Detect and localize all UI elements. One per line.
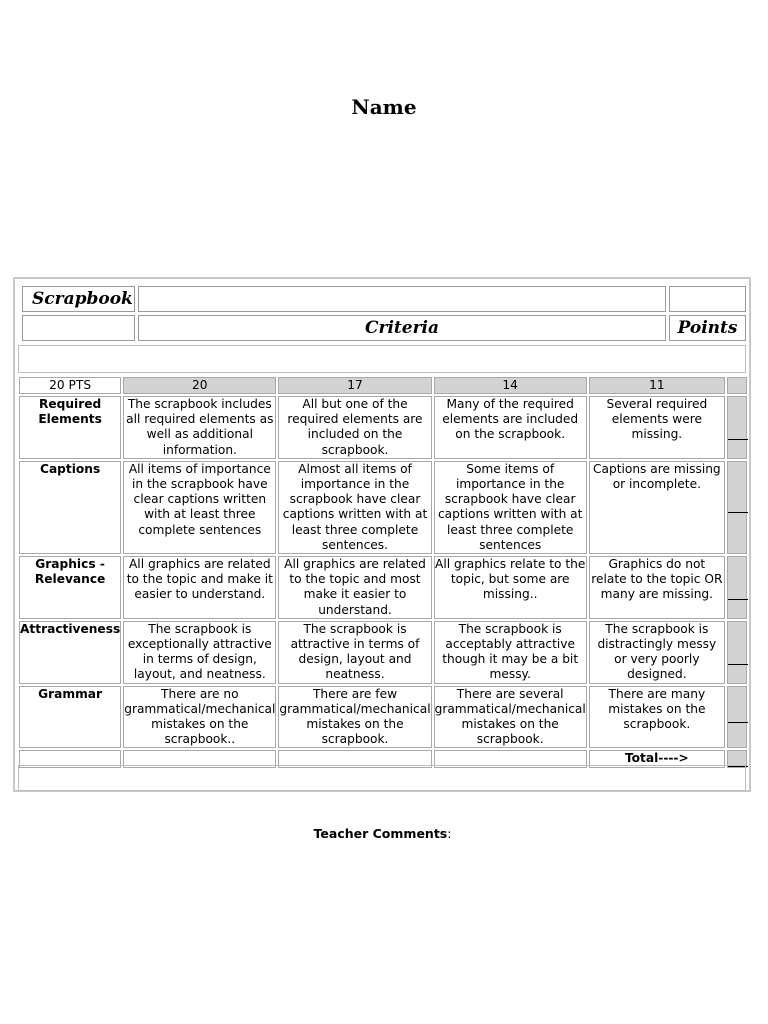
- points-cell: [669, 315, 746, 341]
- rubric-cell: There are few grammatical/mechanical mistakes on the scrapbook.: [278, 686, 431, 749]
- criterion-label: Attractiveness: [19, 621, 121, 684]
- points-input-cell[interactable]: [727, 396, 747, 459]
- points-line: [728, 722, 748, 723]
- column-header-score: 11: [589, 377, 725, 394]
- spacer-row: [18, 345, 746, 373]
- rubric-cell: There are several grammatical/mechanical mistakes on the scrapbook.: [434, 686, 587, 749]
- rubric-cell: All graphics relate to the topic, but some are missing..: [434, 556, 587, 619]
- header-empty-cell: [22, 315, 135, 341]
- rubric-cell: The scrapbook is distractingly messy or very poorly designed.: [589, 621, 725, 684]
- column-header-score: 20: [123, 377, 276, 394]
- rubric-cell: There are no grammatical/mechanical mistakes on the scrapbook..: [123, 686, 276, 749]
- table-row: [19, 556, 747, 619]
- score-header-row: [19, 377, 747, 394]
- rubric-cell: The scrapbook is acceptably attractive though it may be a bit messy.: [434, 621, 587, 684]
- criterion-label: Graphics - Relevance: [19, 556, 121, 619]
- points-input-cell[interactable]: [727, 556, 747, 619]
- teacher-comments: [0, 826, 765, 841]
- bottom-spacer-row: [18, 765, 746, 791]
- points-line: [728, 512, 748, 513]
- rubric-cell: All graphics are related to the topic and most make it easier to understand.: [278, 556, 431, 619]
- header-blank-cell-right: [669, 286, 746, 312]
- rubric-cell: Many of the required elements are included on the scrapbook.: [434, 396, 587, 459]
- table-row: [19, 621, 747, 684]
- table-row: [19, 461, 747, 554]
- rubric-cell: Captions are missing or incomplete.: [589, 461, 725, 554]
- rubric-table: [17, 375, 749, 770]
- header-blank-cell: [138, 286, 666, 312]
- column-header-score: 17: [278, 377, 431, 394]
- rubric-cell: All but one of the required elements are included on the scrapbook.: [278, 396, 431, 459]
- points-input-cell[interactable]: [727, 461, 747, 554]
- rubric-cell: Some items of importance in the scrapbook have clear captions written with at least three complete sentences: [434, 461, 587, 554]
- criteria-label: Criteria: [364, 318, 440, 338]
- page-title: Name: [351, 95, 417, 119]
- rubric-cell: Graphics do not relate to the topic OR many are missing.: [589, 556, 725, 619]
- rubric-cell: The scrapbook includes all required elements as well as additional information.: [123, 396, 276, 459]
- criterion-label: Captions: [19, 461, 121, 554]
- points-line: [728, 439, 748, 440]
- rubric-cell: The scrapbook is exceptionally attractive in terms of design, layout, and neatness.: [123, 621, 276, 684]
- rubric-cell: There are many mistakes on the scrapbook.: [589, 686, 725, 749]
- rubric-container: [13, 277, 751, 792]
- points-label: Points: [677, 318, 738, 338]
- rubric-cell: All graphics are related to the topic and make it easier to understand.: [123, 556, 276, 619]
- points-column-header: [727, 377, 747, 394]
- header-table: [19, 283, 749, 344]
- scrapbook-label: Scrapbook: [32, 289, 133, 309]
- column-header-pts: 20 PTS: [19, 377, 121, 394]
- points-line: [728, 599, 748, 600]
- rubric-cell: All items of importance in the scrapbook have clear captions written with at least three complete sentences: [123, 461, 276, 554]
- column-header-score: 14: [434, 377, 587, 394]
- criteria-cell: [138, 315, 666, 341]
- teacher-comments-label: Teacher Comments: [313, 826, 448, 841]
- table-row: [19, 396, 747, 459]
- rubric-cell: Almost all items of importance in the scrapbook have clear captions written with at least three complete sentences.: [278, 461, 431, 554]
- table-row: [19, 686, 747, 749]
- total-label: Total---->: [589, 750, 725, 767]
- points-line: [728, 664, 748, 665]
- rubric-cell: The scrapbook is attractive in terms of design, layout and neatness.: [278, 621, 431, 684]
- teacher-comments-colon: :: [447, 826, 452, 841]
- rubric-cell: Several required elements were missing.: [589, 396, 725, 459]
- scrapbook-cell: [22, 286, 135, 312]
- points-input-cell[interactable]: [727, 686, 747, 749]
- points-input-cell[interactable]: [727, 621, 747, 684]
- criterion-label: Required Elements: [19, 396, 121, 459]
- criterion-label: Grammar: [19, 686, 121, 749]
